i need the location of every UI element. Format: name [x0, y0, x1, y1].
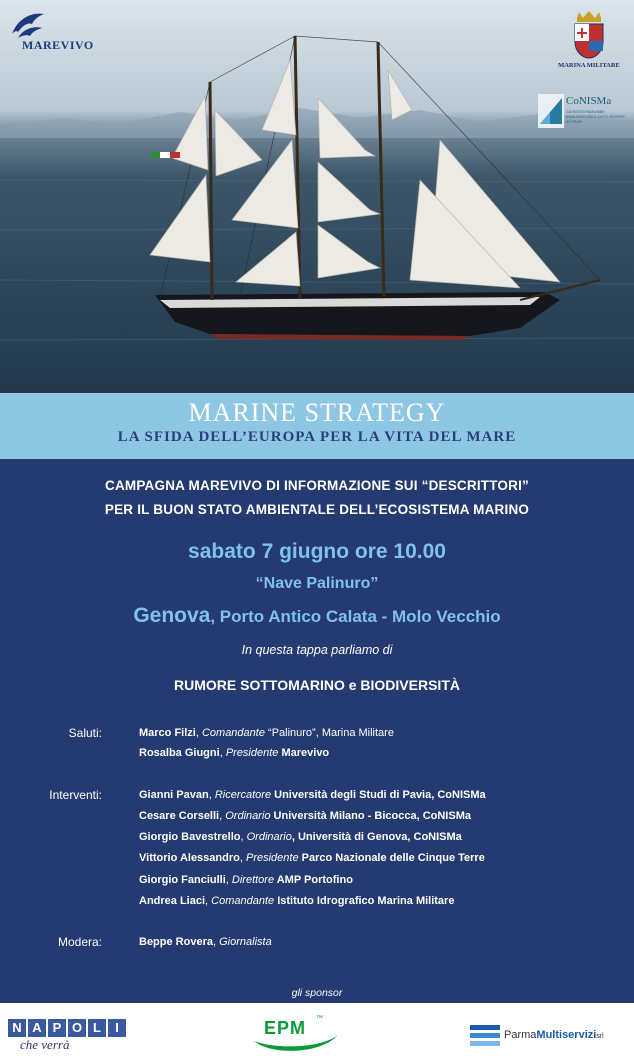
epm-trademark: ™: [316, 1015, 323, 1022]
title-band: [0, 393, 634, 459]
event-ship: “Nave Palinuro”: [255, 575, 379, 592]
conisma-logo-subtext: Consorzio Nazionale Interuniversitario per le Scienze del Mare: [566, 109, 625, 124]
interventi-label: Interventi:: [49, 788, 102, 802]
conisma-logo-text: CoNISMa: [566, 95, 612, 107]
speaker-row: Gianni Pavan, Ricercatore Università degli Studi di Pavia, CoNISMa: [139, 789, 486, 801]
sponsor-bar: [0, 1003, 634, 1061]
speaker-row: Marco Filzi, Comandante “Palinuro”, Marina Militare: [139, 727, 394, 739]
crest-icon: [569, 10, 609, 60]
campaign-line-1: CAMPAGNA MAREVIVO DI INFORMAZIONE SUI “DESCRITTORI”: [105, 478, 529, 493]
parma-word: ParmaMultiservizisrl: [504, 1029, 604, 1041]
parma-multiservizi-logo: [470, 1023, 630, 1049]
parma-stripes-icon: [470, 1023, 500, 1047]
speaker-row: Cesare Corselli, Ordinario Università Milano - Bicocca, CoNISMa: [139, 810, 471, 822]
napoli-letters: N A P O L I: [8, 1019, 128, 1037]
marina-militare-logo-text: MARINA MILITARE: [558, 62, 620, 69]
epm-word: EPM: [264, 1018, 307, 1038]
modera-label: Modera:: [57, 935, 102, 949]
sponsor-label: gli sponsor: [291, 987, 343, 999]
speaker-row: Giorgio Bavestrello, Ordinario, Università di Genova, CoNISMa: [139, 831, 462, 843]
subtitle: LA SFIDA DELL’EUROPA PER LA VITA DEL MARE: [117, 429, 517, 445]
tall-ship-illustration: [0, 0, 634, 393]
dolphin-icon: [8, 8, 48, 40]
speaker-row: Beppe Rovera, Giornalista: [139, 936, 272, 948]
conisma-mark-icon: [538, 94, 564, 128]
hero-photo: [0, 0, 634, 393]
event-date: sabato 7 giugno ore 10.00: [188, 540, 446, 563]
saluti-label: Saluti:: [68, 726, 102, 740]
conisma-logo: [538, 94, 630, 132]
event-topic: RUMORE SOTTOMARINO e BIODIVERSITÀ: [174, 677, 460, 693]
campaign-line-2: PER IL BUON STATO AMBIENTALE DELL’ECOSISTEMA MARINO: [104, 502, 530, 517]
speaker-row: Vittorio Alessandro, Presidente Parco Nazionale delle Cinque Terre: [139, 852, 485, 864]
marevivo-logo-text: MAREVIVO: [22, 38, 94, 52]
napoli-script: che verrà: [20, 1037, 70, 1052]
marevivo-logo: [8, 8, 118, 58]
main-title: MARINE STRATEGY: [188, 398, 446, 427]
speaker-row: Giorgio Fanciulli, Direttore AMP Portofino: [139, 874, 353, 886]
event-location: [0, 604, 634, 628]
event-intro: In questa tappa parliamo di: [241, 643, 393, 657]
speaker-row: Andrea Liaci, Comandante Istituto Idrografico Marina Militare: [139, 895, 455, 907]
speaker-row: Rosalba Giugni, Presidente Marevivo: [139, 747, 330, 759]
napoli-sponsor-logo: [8, 1019, 120, 1053]
event-city: Genova: [133, 604, 211, 627]
event-venue: , Porto Antico Calata - Molo Vecchio: [210, 607, 501, 626]
marina-militare-logo: [556, 10, 622, 70]
epm-sponsor-logo: [250, 1015, 342, 1055]
